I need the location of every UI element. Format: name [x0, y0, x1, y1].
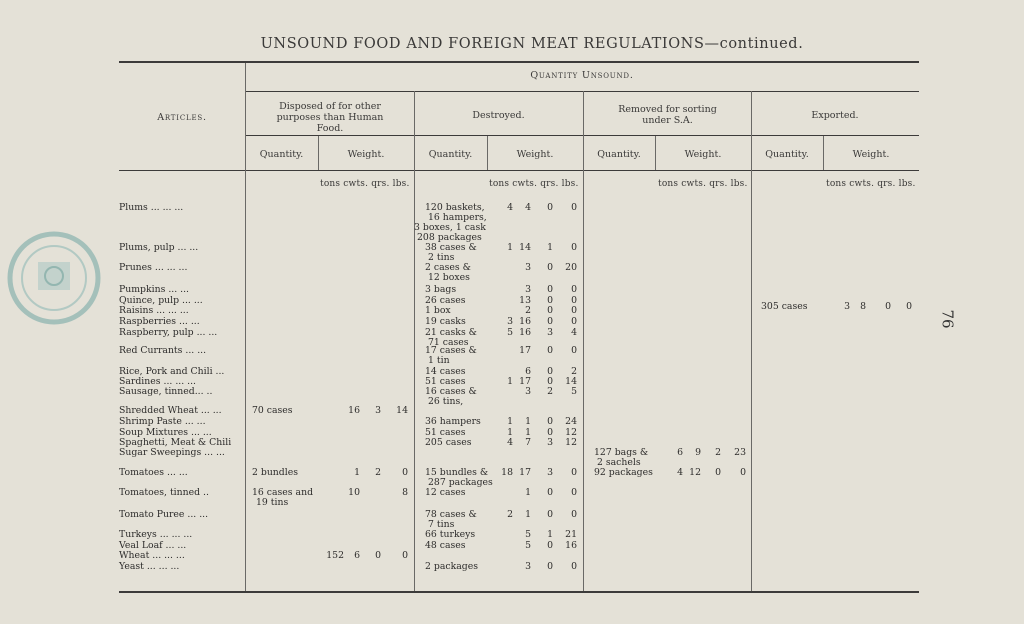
- bottom-rule: [119, 591, 919, 593]
- cell-xl: 12: [565, 437, 577, 448]
- cell-article: Turkeys ... ... ...: [119, 529, 193, 540]
- cell-xc: 3: [525, 561, 531, 572]
- cell-dc: 16: [348, 405, 360, 416]
- cell-xq2: 2 tins: [428, 252, 455, 263]
- cell-xq: 17 cases &: [425, 345, 477, 356]
- cell-xq: 16 cases &: [425, 386, 477, 397]
- cell-article: Yeast ... ... ...: [119, 561, 180, 572]
- table-row: [0, 386, 1024, 407]
- cell-xqr: 0: [547, 262, 553, 273]
- cell-rt: 6: [677, 447, 683, 458]
- cell-xq: 14 cases: [425, 366, 466, 377]
- cell-xq: 51 cases: [425, 376, 466, 387]
- header-disposed-quantity: Quantity.: [259, 149, 304, 160]
- cell-dq: 70 cases: [252, 405, 293, 416]
- header-removed: Removed for sorting under S.A.: [618, 104, 717, 126]
- table-row: [0, 447, 1024, 468]
- cell-xq: 12 cases: [425, 487, 466, 498]
- cell-xq: 2 cases &: [425, 262, 471, 273]
- cell-article: Veal Loaf ... ...: [119, 540, 187, 551]
- cell-dl: 8: [402, 487, 408, 498]
- cell-xl: 12: [565, 427, 577, 438]
- cell-article: Spaghetti, Meat & Chili: [119, 437, 232, 448]
- cell-article: Soup Mixtures ... ...: [119, 427, 212, 438]
- header-destroyed-weight: Weight.: [516, 149, 554, 160]
- cell-dc: 1: [354, 467, 360, 478]
- units-removed: tons cwts. qrs. lbs.: [658, 179, 748, 189]
- exported-lbs: 0: [906, 301, 912, 312]
- header-disposed-weight: Weight.: [347, 149, 385, 160]
- cell-xq: 36 hampers: [425, 416, 481, 427]
- cell-xl: 16: [565, 540, 577, 551]
- header-exported-quantity: Quantity.: [765, 149, 809, 160]
- cell-xq2: 7 tins: [428, 519, 455, 530]
- cell-dl: 0: [402, 550, 408, 561]
- cell-dq: 2 bundles: [252, 467, 298, 478]
- cell-xt: 4: [507, 437, 513, 448]
- cell-xc: 5: [525, 540, 531, 551]
- cell-rq: 92 packages: [594, 467, 653, 478]
- cell-xl: 20: [565, 262, 577, 273]
- cell-dq: 16 cases and: [252, 487, 314, 498]
- cell-xqr: 0: [547, 487, 553, 498]
- cell-xt: 1: [507, 242, 513, 253]
- cell-xq: 78 cases &: [425, 509, 477, 520]
- cell-rl: 23: [734, 447, 746, 458]
- cell-article: Raspberry, pulp ... ...: [119, 327, 218, 338]
- cell-xc: 1: [525, 427, 531, 438]
- cell-rc: 9: [695, 447, 701, 458]
- cell-rq: 127 bags &: [594, 447, 649, 458]
- cell-xc: 16: [519, 316, 531, 327]
- table-row: [0, 262, 1024, 283]
- cell-article: Tomatoes ... ...: [119, 467, 188, 478]
- cell-xqr: 0: [547, 202, 553, 213]
- cell-xc: 7: [525, 437, 531, 448]
- cell-xqr: 0: [547, 427, 553, 438]
- cell-xqr: 0: [547, 284, 553, 295]
- cell-xl: 21: [565, 529, 577, 540]
- table-row: [0, 487, 1024, 508]
- cell-xq2: 1 tin: [428, 355, 450, 366]
- cell-xq: 26 cases: [425, 295, 466, 306]
- cell-xq: 51 cases: [425, 427, 466, 438]
- cell-xl: 0: [571, 202, 577, 213]
- cell-xq: 3 bags: [425, 284, 457, 295]
- cell-article: Sausage, tinned... ..: [119, 386, 213, 397]
- cell-xl: 4: [571, 327, 577, 338]
- cell-xqr: 1: [547, 529, 553, 540]
- cell-xq2: 12 boxes: [428, 272, 470, 283]
- cell-xqr: 3: [547, 467, 553, 478]
- cell-xt: 1: [507, 427, 513, 438]
- cell-xqr: 0: [547, 561, 553, 572]
- cell-xc: 3: [525, 262, 531, 273]
- cell-xq2: 16 hampers,: [428, 212, 487, 223]
- cell-xq: 48 cases: [425, 540, 466, 551]
- cell-xl: 0: [571, 316, 577, 327]
- exported-qrs: 0: [885, 301, 891, 312]
- cell-xc: 5: [525, 529, 531, 540]
- header-disposed: Disposed of for other purposes than Human Food.: [276, 101, 384, 134]
- cell-rq2: 2 sachels: [597, 457, 641, 468]
- cell-xt: 1: [507, 416, 513, 427]
- cell-xqr: 0: [547, 345, 553, 356]
- cell-xq: 66 turkeys: [425, 529, 476, 540]
- header-removed-quantity: Quantity.: [597, 149, 641, 160]
- cell-xq: 21 casks &: [425, 327, 477, 338]
- cell-dqr: 0: [375, 550, 381, 561]
- cell-xc: 17: [519, 467, 531, 478]
- cell-article: Quince, pulp ... ...: [119, 295, 203, 306]
- cell-dq2: 19 tins: [256, 497, 289, 508]
- units-exported: tons cwts. qrs. lbs.: [826, 179, 916, 189]
- cell-xqr: 0: [547, 316, 553, 327]
- cell-rt: 4: [677, 467, 683, 478]
- cell-article: Tomatoes, tinned ..: [119, 487, 209, 498]
- cell-dc: 6: [354, 550, 360, 561]
- cell-xc: 16: [519, 327, 531, 338]
- cell-article: Wheat ... ... ...: [119, 550, 185, 561]
- cell-xt: 3: [507, 316, 513, 327]
- exported-quantity: 305 cases: [761, 301, 808, 312]
- exported-cwts: 8: [860, 301, 866, 312]
- cell-xt: 2: [507, 509, 513, 520]
- table-row: [0, 327, 1024, 348]
- table-row: [0, 242, 1024, 263]
- cell-xc: 1: [525, 487, 531, 498]
- table-row: [0, 509, 1024, 530]
- cell-xc: 14: [519, 242, 531, 253]
- cell-xq: 38 cases &: [425, 242, 477, 253]
- cell-article: Plums, pulp ... ...: [119, 242, 199, 253]
- cell-xqr: 0: [547, 366, 553, 377]
- cell-xq: 15 bundles &: [425, 467, 489, 478]
- cell-article: Shredded Wheat ... ...: [119, 405, 222, 416]
- rule-quantity-unsound: [245, 91, 919, 92]
- cell-xl: 0: [571, 509, 577, 520]
- cell-xt: 4: [507, 202, 513, 213]
- header-destroyed-quantity: Quantity.: [428, 149, 473, 160]
- cell-xl: 0: [571, 284, 577, 295]
- header-destroyed: Destroyed.: [472, 110, 525, 121]
- cell-article: Plums ... ... ...: [119, 202, 184, 213]
- cell-xq2: 71 cases: [428, 337, 469, 348]
- cell-xqr: 0: [547, 295, 553, 306]
- cell-dc: 10: [348, 487, 360, 498]
- table-row: [0, 345, 1024, 366]
- cell-article: Tomato Puree ... ...: [119, 509, 209, 520]
- units-disposed: tons cwts. qrs. lbs.: [320, 179, 410, 189]
- cell-xqr: 0: [547, 305, 553, 316]
- cell-dl: 0: [402, 467, 408, 478]
- cell-rqr: 0: [715, 467, 721, 478]
- cell-xl: 24: [565, 416, 577, 427]
- table-row: [0, 562, 1024, 576]
- cell-xq2: 26 tins,: [428, 396, 464, 407]
- table-row: [0, 467, 1024, 488]
- cell-xc: 4: [525, 202, 531, 213]
- cell-xqr: 3: [547, 437, 553, 448]
- cell-xqr: 0: [547, 416, 553, 427]
- table-row: [0, 202, 1024, 243]
- cell-xc: 17: [519, 376, 531, 387]
- cell-dqr: 2: [375, 467, 381, 478]
- exported-tons: 3: [844, 301, 850, 312]
- cell-article: Prunes ... ... ...: [119, 262, 188, 273]
- cell-xqr: 0: [547, 540, 553, 551]
- cell-xqr: 1: [547, 242, 553, 253]
- page-number: 76: [938, 309, 957, 329]
- cell-xl: 0: [571, 295, 577, 306]
- cell-xc: 1: [525, 416, 531, 427]
- cell-xc: 3: [525, 284, 531, 295]
- cell-xl: 0: [571, 345, 577, 356]
- cell-xl: 0: [571, 467, 577, 478]
- cell-dl: 14: [396, 405, 408, 416]
- cell-xc: 17: [519, 345, 531, 356]
- rule-column-headers: [119, 170, 919, 171]
- cell-xc: 1: [525, 509, 531, 520]
- cell-xl: 5: [571, 386, 577, 397]
- cell-rl: 0: [740, 467, 746, 478]
- cell-article: Rice, Pork and Chili ...: [119, 366, 225, 377]
- cell-xl: 0: [571, 487, 577, 498]
- cell-xq: 19 casks: [425, 316, 466, 327]
- cell-xc: 2: [525, 305, 531, 316]
- units-destroyed: tons cwts. qrs. lbs.: [489, 179, 579, 189]
- cell-xl: 2: [571, 366, 577, 377]
- cell-xq2: 287 packages: [428, 477, 493, 488]
- cell-dqr: 3: [375, 405, 381, 416]
- cell-xq: 1 box: [425, 305, 451, 316]
- cell-xq: 120 baskets,: [425, 202, 485, 213]
- cell-article: Raisins ... ... ...: [119, 305, 189, 316]
- cell-xt: 5: [507, 327, 513, 338]
- cell-article: Pumpkins ... ...: [119, 284, 190, 295]
- header-exported-weight: Weight.: [852, 149, 890, 160]
- cell-article: Sugar Sweepings ... ...: [119, 447, 225, 458]
- cell-xq: 2 packages: [425, 561, 478, 572]
- cell-xl: 14: [565, 376, 577, 387]
- cell-xqr: 0: [547, 509, 553, 520]
- header-quantity-unsound: Quantity Unsound.: [530, 70, 634, 81]
- cell-dt: 152: [326, 550, 344, 561]
- cell-xqr: 2: [547, 386, 553, 397]
- cell-xt: 1: [507, 376, 513, 387]
- cell-xq3: 3 boxes, 1 cask: [414, 222, 486, 233]
- cell-article: Raspberries ... ...: [119, 316, 200, 327]
- cell-xl: 0: [571, 242, 577, 253]
- cell-xt: 18: [501, 467, 513, 478]
- header-articles: Articles.: [157, 112, 207, 123]
- cell-article: Shrimp Paste ... ...: [119, 416, 206, 427]
- cell-rc: 12: [689, 467, 701, 478]
- cell-article: Sardines ... ... ...: [119, 376, 197, 387]
- library-stamp-icon: [4, 228, 104, 328]
- cell-xq4: 208 packages: [417, 232, 482, 243]
- cell-xc: 3: [525, 386, 531, 397]
- top-rule: [119, 61, 919, 63]
- cell-xc: 6: [525, 366, 531, 377]
- header-exported: Exported.: [811, 110, 859, 121]
- cell-xc: 13: [519, 295, 531, 306]
- cell-xq: 205 cases: [425, 437, 472, 448]
- cell-xqr: 0: [547, 376, 553, 387]
- cell-xl: 0: [571, 561, 577, 572]
- cell-xl: 0: [571, 305, 577, 316]
- header-removed-weight: Weight.: [684, 149, 722, 160]
- cell-xqr: 3: [547, 327, 553, 338]
- cell-article: Red Currants ... ...: [119, 345, 207, 356]
- page-title: UNSOUND FOOD AND FOREIGN MEAT REGULATIONS—continued.: [260, 36, 804, 52]
- rule-group-headers: [245, 135, 919, 136]
- cell-rqr: 2: [715, 447, 721, 458]
